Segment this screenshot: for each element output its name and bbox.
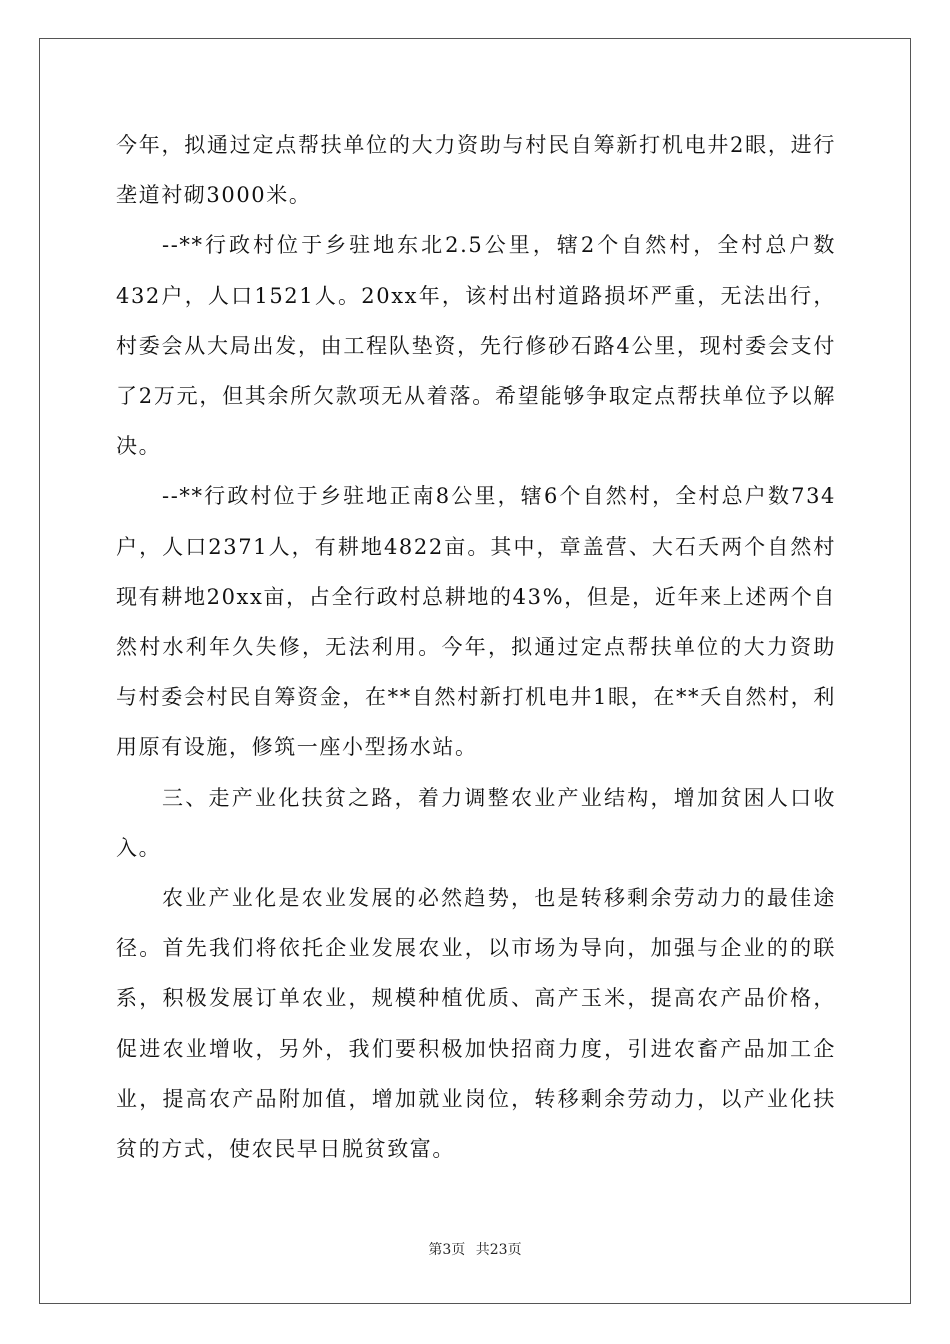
paragraph-5: 农业产业化是农业发展的必然趋势，也是转移剩余劳动力的最佳途径。首先我们将依托企业发展农业，以市场为导向，加强与企业的的联系，积极发展订单农业，规模种植优质、高产玉米，提高农产品价格，促进农业增收，另外，我们要积极加快招商力度，引进农畜产品加工企业，提高农产品附加值，增加就业岗位，转移剩余劳动力，以产业化扶贫的方式，使农民早日脱贫致富。 [116, 886, 836, 1162]
paragraph-4-heading: 三、走产业化扶贫之路，着力调整农业产业结构，增加贫困人口收入。 [116, 785, 836, 860]
paragraph-3: --**行政村位于乡驻地正南8公里，辖6个自然村，全村总户数734户，人口2371人，有耕地4822亩。其中，章盖营、大石夭两个自然村现有耕地20xx亩，占全行政村总耕地的43%，但是，近年来上述两个自然村水利年久失修，无法利用。今年，拟通过定点帮扶单位的大力资助与村委会村民自筹资金，在**自然村新打机电井1眼，在**夭自然村，利用原有设施，修筑一座小型扬水站。 [116, 484, 836, 760]
document-body [116, 120, 836, 1174]
paragraph-2: --**行政村位于乡驻地东北2.5公里，辖2个自然村，全村总户数432户，人口1521人。20xx年，该村出村道路损坏严重，无法出行，村委会从大局出发，由工程队垫资，先行修砂石路4公里，现村委会支付了2万元，但其余所欠款项无从着落。希望能够争取定点帮扶单位予以解决。 [116, 233, 836, 459]
paragraph-1: 今年，拟通过定点帮扶单位的大力资助与村民自筹新打机电井2眼，进行垄道衬砌3000米。 [116, 133, 836, 208]
page-footer [0, 1239, 950, 1259]
page-number: 第3页 [428, 1242, 466, 1258]
page-total: 共23页 [475, 1242, 522, 1258]
